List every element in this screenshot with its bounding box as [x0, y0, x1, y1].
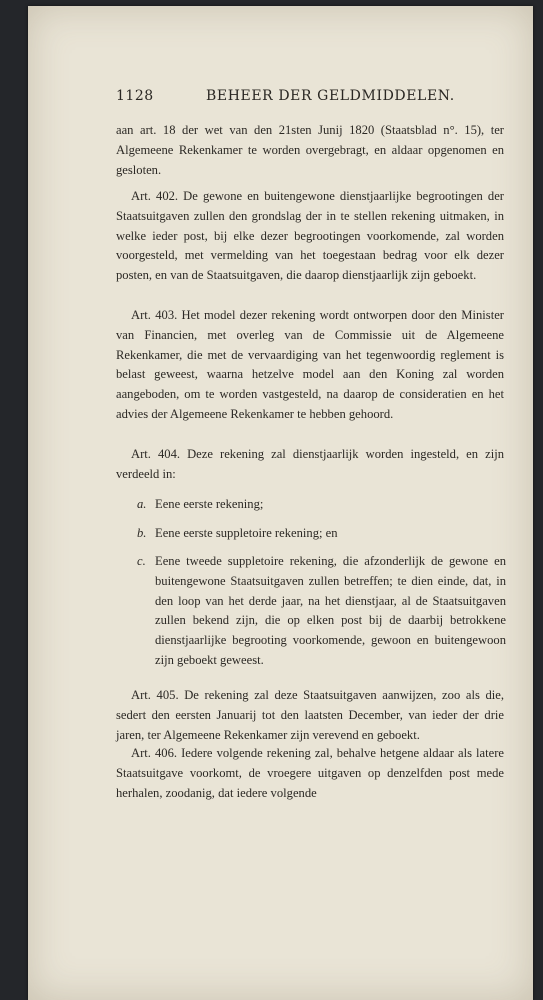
paragraph-art-403: Art. 403. Het model dezer rekening wordt ontworpen door den Minister van Financien, met overleg van de Commissie uit de Algemeene Rekenkamer, die met de vervaardiging van het tegenwoordig reglement is belast geweest, waarna hetzelve model aan den Koning zal worden aangeboden, om te worden vastgesteld, na daarop de consideratien en het advies der Algemeene Rekenkamer te hebben gehoord.	[116, 308, 504, 421]
list-item-c	[116, 552, 506, 671]
list-item-text: Eene tweede suppletoire rekening, die afzonderlijk de gewone en buitengewone Staatsuitgaven zullen betreffen; te dien einde, dat, in den loop van het derde jaar, na het dienstjaar, al de Staatsuitgaven zullen bekend zijn, die op elken post bij de daarbij betrokkene dienstjaarlijke begrooting voorkomende, gewoon en buitengewoon zijn geboekt geweest.	[155, 554, 506, 667]
list-marker: a.	[137, 497, 147, 511]
paragraph-art-406: Art. 406. Iedere volgende rekening zal, behalve hetgene aldaar als latere Staatsuitgave voorkomt, de vroegere uitgaven op denzelfden post mede herhalen, zoodanig, dat iedere volgende	[116, 746, 504, 800]
list-item-text: Eene eerste rekening;	[155, 497, 264, 511]
page-header	[116, 88, 514, 110]
list-item-a	[116, 495, 506, 515]
running-title: BEHEER DER GELDMIDDELEN.	[206, 88, 455, 104]
paragraph-art-404: Art. 404. Deze rekening zal dienstjaarlijk worden ingesteld, en zijn verdeeld in:	[116, 447, 504, 481]
list-item-text: Eene eerste suppletoire rekening; en	[155, 526, 338, 540]
paragraph-continuation: aan art. 18 der wet van den 21sten Junij 1820 (Staatsblad n°. 15), ter Algemeene Rekenkamer te worden overgebragt, en aldaar opgenomen en gesloten.	[116, 123, 504, 177]
list-marker: c.	[137, 554, 146, 568]
list-marker: b.	[137, 526, 147, 540]
paragraph-art-405: Art. 405. De rekening zal deze Staatsuitgaven aanwijzen, zoo als die, sedert den eersten Januarij tot den laatsten December, van ieder der drie jaren, ter Algemeene Rekenkamer zijn verevend en geboekt.	[116, 688, 504, 742]
paragraph-art-402: Art. 402. De gewone en buitengewone dienstjaarlijke begrootingen der Staatsuitgaven zullen den grondslag der in te stellen rekening uitmaken, in welke ieder post, bij elke dezer begrootingen voorkomende, zal worden voorgesteld, met vermelding van het toegestaan bedrag voor elk dezer posten, en van de Staatsuitgaven, die daarop dienstjaarlijk zijn geboekt.	[116, 189, 504, 283]
list-item-b	[116, 524, 506, 544]
page-number: 1128	[116, 88, 154, 104]
